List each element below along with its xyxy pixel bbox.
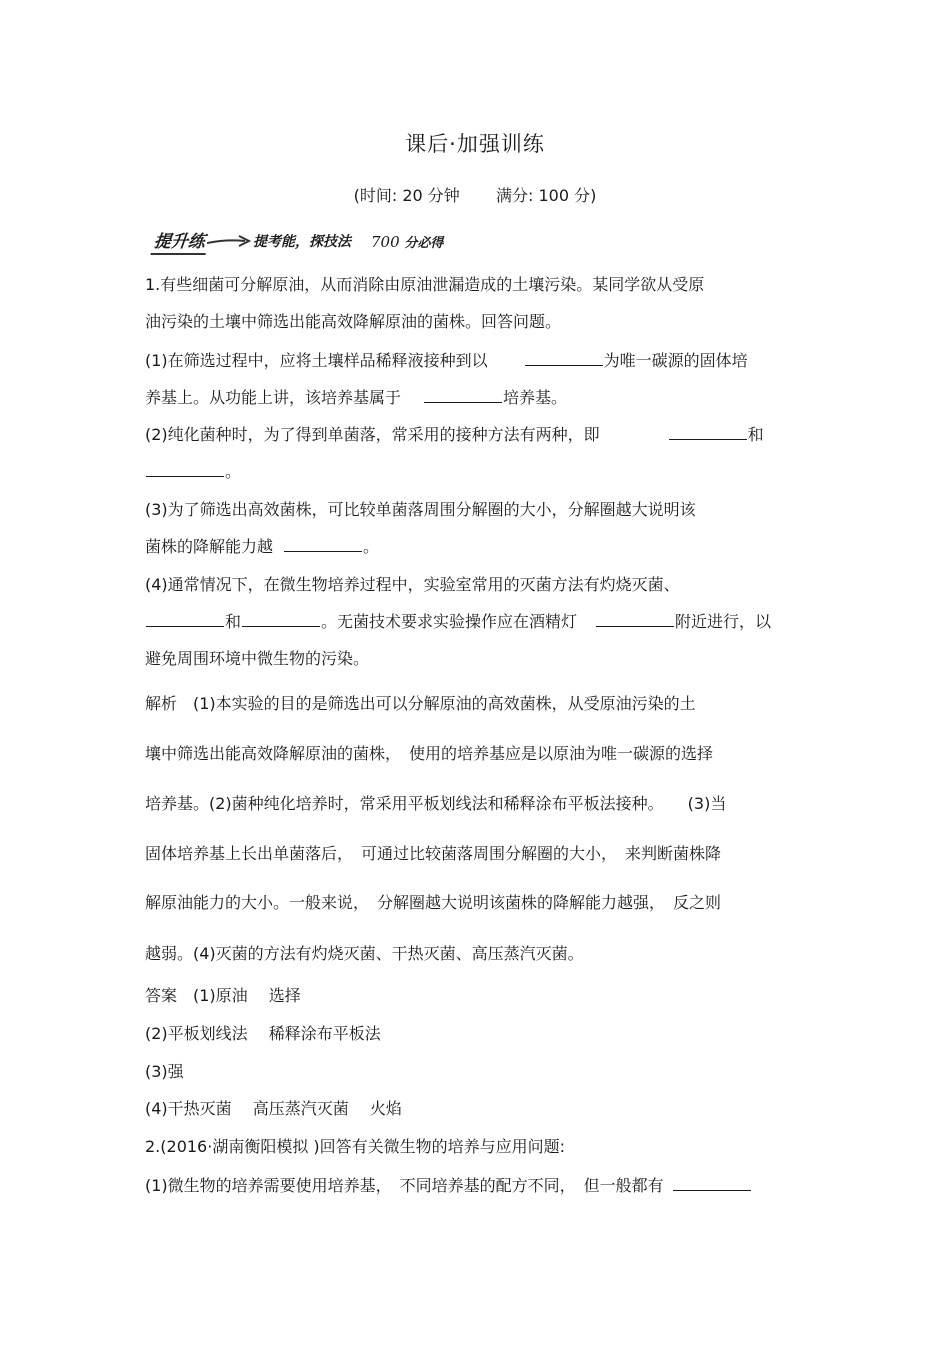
banner-score-num: 700 [371, 232, 400, 251]
question-1-part-4-cont: 和 。无菌技术要求实验操作应在酒精灯 附近进行，以 [145, 611, 771, 633]
answer-line-3: (3)强 [145, 1062, 184, 1081]
section-banner [152, 226, 443, 256]
question-1-part-4-end: 避免周围环境中微生物的污染。 [145, 649, 370, 668]
question-1-stem: 1.有些细菌可分解原油，从而消除由原油泄漏造成的土壤污染。某同学欲从受原 [145, 275, 705, 294]
score-label: 满分: [496, 186, 534, 205]
answer-blank[interactable] [525, 351, 603, 366]
analysis-line-6: 越弱。(4)灭菌的方法有灼烧灭菌、干热灭菌、高压蒸汽灭菌。 [145, 944, 584, 963]
score-value: 100 分) [538, 186, 597, 205]
question-1-part-1: (1)在筛选过程中，应将土壤样品稀释液接种到以 为唯一碳源的固体培 [145, 351, 748, 370]
answer-blank[interactable] [146, 462, 224, 477]
question-2-stem: 2.(2016·湖南衡阳模拟 )回答有关微生物的培养与应用问题: [145, 1137, 566, 1156]
answer-blank[interactable] [242, 612, 320, 627]
answer-line-2: (2)平板划线法 稀释涂布平板法 [145, 1024, 381, 1043]
answer-blank[interactable] [669, 425, 747, 440]
banner-badge: 提升练 [151, 227, 209, 255]
page-title: 课后·加强训练 [405, 132, 545, 156]
answer-blank[interactable] [284, 537, 362, 552]
analysis-line-1: 解析 (1)本实验的目的是筛选出可以分解原油的高效菌株，从受原油污染的土 [145, 694, 696, 713]
question-1-stem-cont: 油污染的土壤中筛选出能高效降解原油的菌株。回答问题。 [145, 312, 562, 331]
question-1-part-2-cont: 。 [145, 461, 241, 483]
time-score-info [0, 183, 950, 206]
question-1-part-1-cont: 养基上。从功能上讲，该培养基属于 培养基。 [145, 388, 568, 407]
answer-blank[interactable] [596, 612, 674, 627]
answer-line-1: 答案 (1)原油 选择 [145, 986, 301, 1005]
time-value: 20 分钟 [402, 186, 460, 205]
analysis-line-3: 培养基。(2)菌种纯化培养时，常采用平板划线法和稀释涂布平板法接种。 (3)当 [145, 794, 727, 813]
analysis-line-4: 固体培养基上长出单菌落后， 可通过比较菌落周围分解圈的大小， 来判断菌株降 [145, 844, 722, 863]
question-1-part-4: (4)通常情况下，在微生物培养过程中，实验室常用的灭菌方法有灼烧灭菌、 [145, 575, 680, 594]
time-label: (时间: [353, 186, 398, 205]
answer-blank[interactable] [424, 388, 502, 403]
analysis-line-2: 壤中筛选出能高效降解原油的菌株， 使用的培养基应是以原油为唯一碳源的选择 [145, 744, 714, 763]
question-1-part-3: (3)为了筛选出高效菌株，可比较单菌落周围分解圈的大小，分解圈越大说明该 [145, 500, 696, 519]
question-2-part-1: (1)微生物的培养需要使用培养基， 不同培养基的配方不同， 但一般都有 [145, 1175, 752, 1197]
analysis-line-5: 解原油能力的大小。一般来说， 分解圈越大说明该菌株的降解能力越强， 反之则 [145, 893, 722, 912]
banner-score [371, 232, 443, 251]
banner-score-text: 分必得 [404, 235, 444, 251]
answer-line-4: (4)干热灭菌 高压蒸汽灭菌 火焰 [145, 1099, 402, 1118]
arrow-icon [207, 234, 251, 248]
banner-slogan: 提考能，探技法 [253, 234, 351, 250]
answer-blank[interactable] [673, 1176, 751, 1191]
answer-blank[interactable] [146, 612, 224, 627]
question-1-part-3-cont: 菌株的降解能力越 。 [145, 537, 380, 556]
question-1-part-2: (2)纯化菌种时，为了得到单菌落，常采用的接种方法有两种，即 和 [145, 425, 764, 444]
